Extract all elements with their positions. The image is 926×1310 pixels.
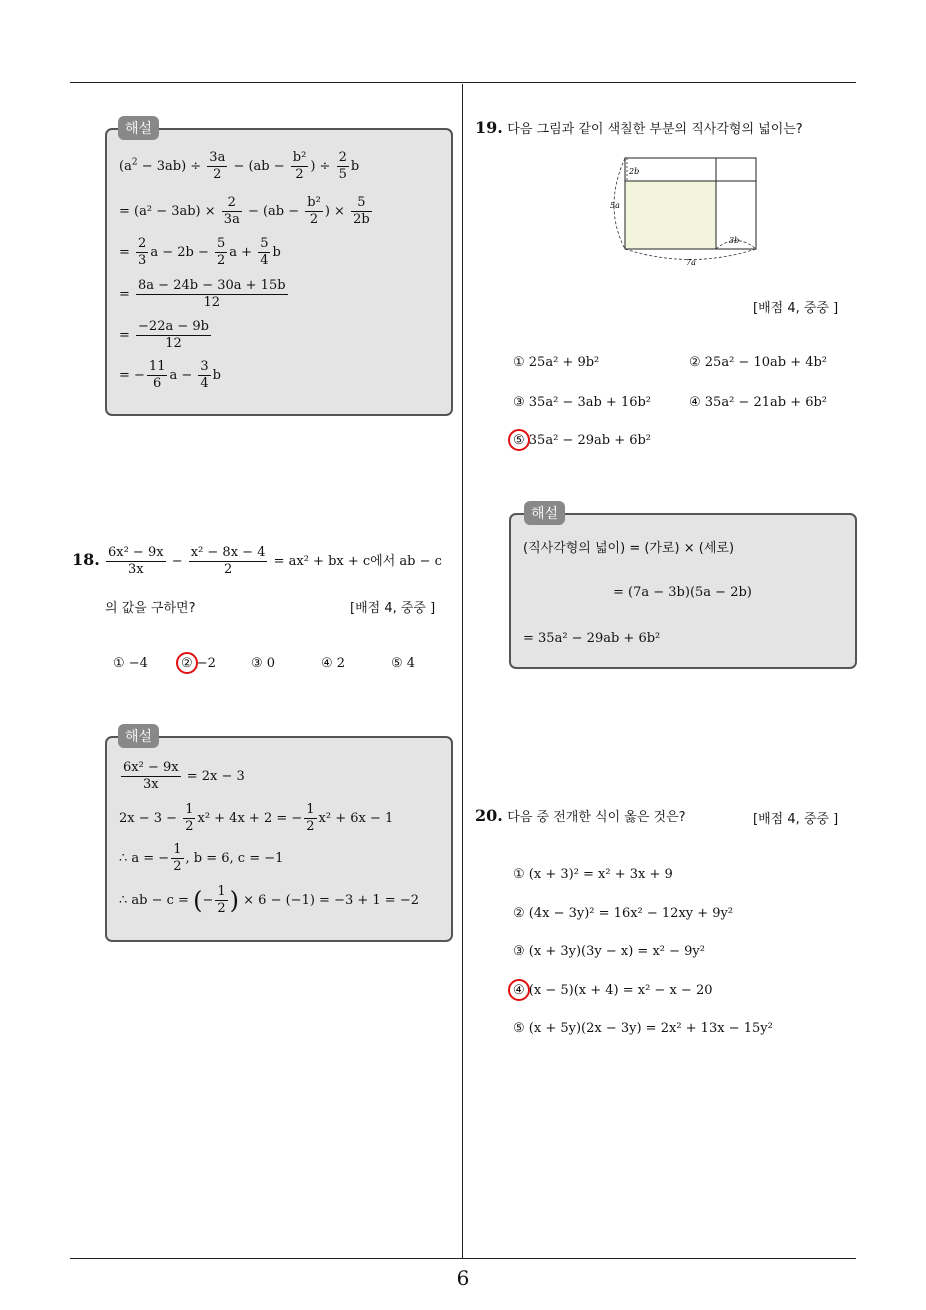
- question-number: 20.: [475, 806, 503, 825]
- q20-choice-1[interactable]: ① (x + 3)² = x² + 3x + 9: [513, 867, 673, 882]
- solution-box-17: [105, 128, 453, 416]
- q20-choice-4[interactable]: ④ (x − 5)(x + 4) = x² − x − 20: [513, 983, 713, 998]
- label-5a: 5a: [610, 201, 620, 210]
- q20-score: [배점 4, 중중 ]: [753, 812, 839, 827]
- q19-choice-3[interactable]: ③ 35a² − 3ab + 16b²: [513, 395, 652, 410]
- answer-mark-circle: [176, 652, 198, 674]
- solution-box-19: [509, 513, 857, 669]
- q18-line2: 의 값을 구하면?: [105, 601, 196, 616]
- q18-line1: 18. $\frac{\text{6x² − 9x}}{3x}$ − $\frac{\text{x² − 8x − 4}}{2}$ = ax² + bx + c에서 ab − c: [72, 545, 442, 577]
- q18-choice-5[interactable]: ⑤ 4: [391, 656, 416, 671]
- sol17-line3: = $\frac{2}{3}$ a − 2b − $\frac{5}{2}$ a + $\frac{5}{4}$ b: [119, 236, 281, 268]
- label-7a: 7a: [686, 258, 696, 267]
- q19-choice-4[interactable]: ④ 35a² − 21ab + 6b²: [689, 395, 828, 410]
- shaded-rectangle: [625, 181, 716, 249]
- sol18-line3: ∴ a = − $\frac{1}{2}$ , b = 6, c = −1: [119, 842, 284, 874]
- q20-text: 다음 중 전개한 식이 옳은 것은?: [507, 810, 686, 825]
- question-18: [72, 545, 458, 578]
- answer-mark-circle: [508, 979, 530, 1001]
- solution-tag: 해설: [118, 724, 159, 748]
- sol17-line2: = (a² − 3ab) × $\frac{2}{3a}$ − (ab − $\frac{\text{b²}}{2}$ ) × $\frac{5}{2b}$: [119, 195, 370, 227]
- q18-choice-3[interactable]: ③ 0: [251, 656, 276, 671]
- q18-choice-1[interactable]: ① −4: [113, 656, 148, 671]
- question-19: [475, 118, 803, 137]
- sol18-line4: ∴ ab − c = (− $\frac{1}{2}$ ) × 6 − (−1) = −3 + 1 = −2: [119, 884, 419, 916]
- q20-choice-2[interactable]: ② (4x − 3y)² = 16x² − 12xy + 9y²: [513, 906, 734, 921]
- q20-choice-5[interactable]: ⑤ (x + 5y)(2x − 3y) = 2x² + 13x − 15y²: [513, 1021, 773, 1036]
- label-3b: 3b: [729, 236, 740, 245]
- q18-choice-4[interactable]: ④ 2: [321, 656, 346, 671]
- sol18-line1: $\frac{\text{6x² − 9x}}{3x}$ = 2x − 3: [123, 760, 245, 792]
- sol17-line6: = − $\frac{11}{6}$ a − $\frac{3}{4}$ b: [119, 359, 221, 391]
- sol19-line3: = 35a² − 29ab + 6b²: [523, 631, 661, 646]
- page-number: 6: [456, 1266, 470, 1290]
- answer-mark-circle: [508, 429, 530, 451]
- sol19-line1: (직사각형의 넓이) = (가로) × (세로): [523, 541, 735, 556]
- sol17-line4: = $\frac{8a - 24b - 30a + 15b}{12}$: [119, 278, 286, 310]
- sol17-line5: = $\frac{-22a - 9b}{12}$: [119, 319, 209, 351]
- solution-box-18: [105, 736, 453, 942]
- question-number: 19.: [475, 118, 503, 137]
- question-20: [475, 806, 686, 825]
- q18-score: [배점 4, 중중 ]: [350, 601, 436, 616]
- q20-choice-3[interactable]: ③ (x + 3y)(3y − x) = x² − 9y²: [513, 944, 705, 959]
- q19-text: 다음 그림과 같이 색칠한 부분의 직사각형의 넓이는?: [507, 122, 803, 137]
- q19-choice-2[interactable]: ② 25a² − 10ab + 4b²: [689, 355, 828, 370]
- q18-choice-2[interactable]: ② −2: [181, 656, 216, 671]
- sol18-line2: 2x − 3 − $\frac{1}{2}$ x² + 4x + 2 = − $\frac{1}{2}$ x² + 6x − 1: [119, 802, 394, 834]
- label-2b: 2b: [629, 167, 640, 176]
- question-number: 18.: [72, 550, 100, 569]
- solution-tag: 해설: [118, 116, 159, 140]
- column-divider: [462, 84, 463, 1259]
- solution-tag: 해설: [524, 501, 565, 525]
- sol19-line2: = (7a − 3b)(5a − 2b): [613, 585, 752, 600]
- q19-choice-5[interactable]: ⑤ 35a² − 29ab + 6b²: [513, 433, 652, 448]
- q19-figure: [605, 152, 765, 270]
- q19-choice-1[interactable]: ① 25a² + 9b²: [513, 355, 600, 370]
- sol17-line1: $(a^2 - 3ab)$ ÷ $\frac{3a}{2}$ − (ab − $\frac{\text{b²}}{2}$ ) ÷ $\frac{2}{5}$ b: [119, 150, 360, 182]
- q19-score: [배점 4, 중중 ]: [753, 301, 839, 316]
